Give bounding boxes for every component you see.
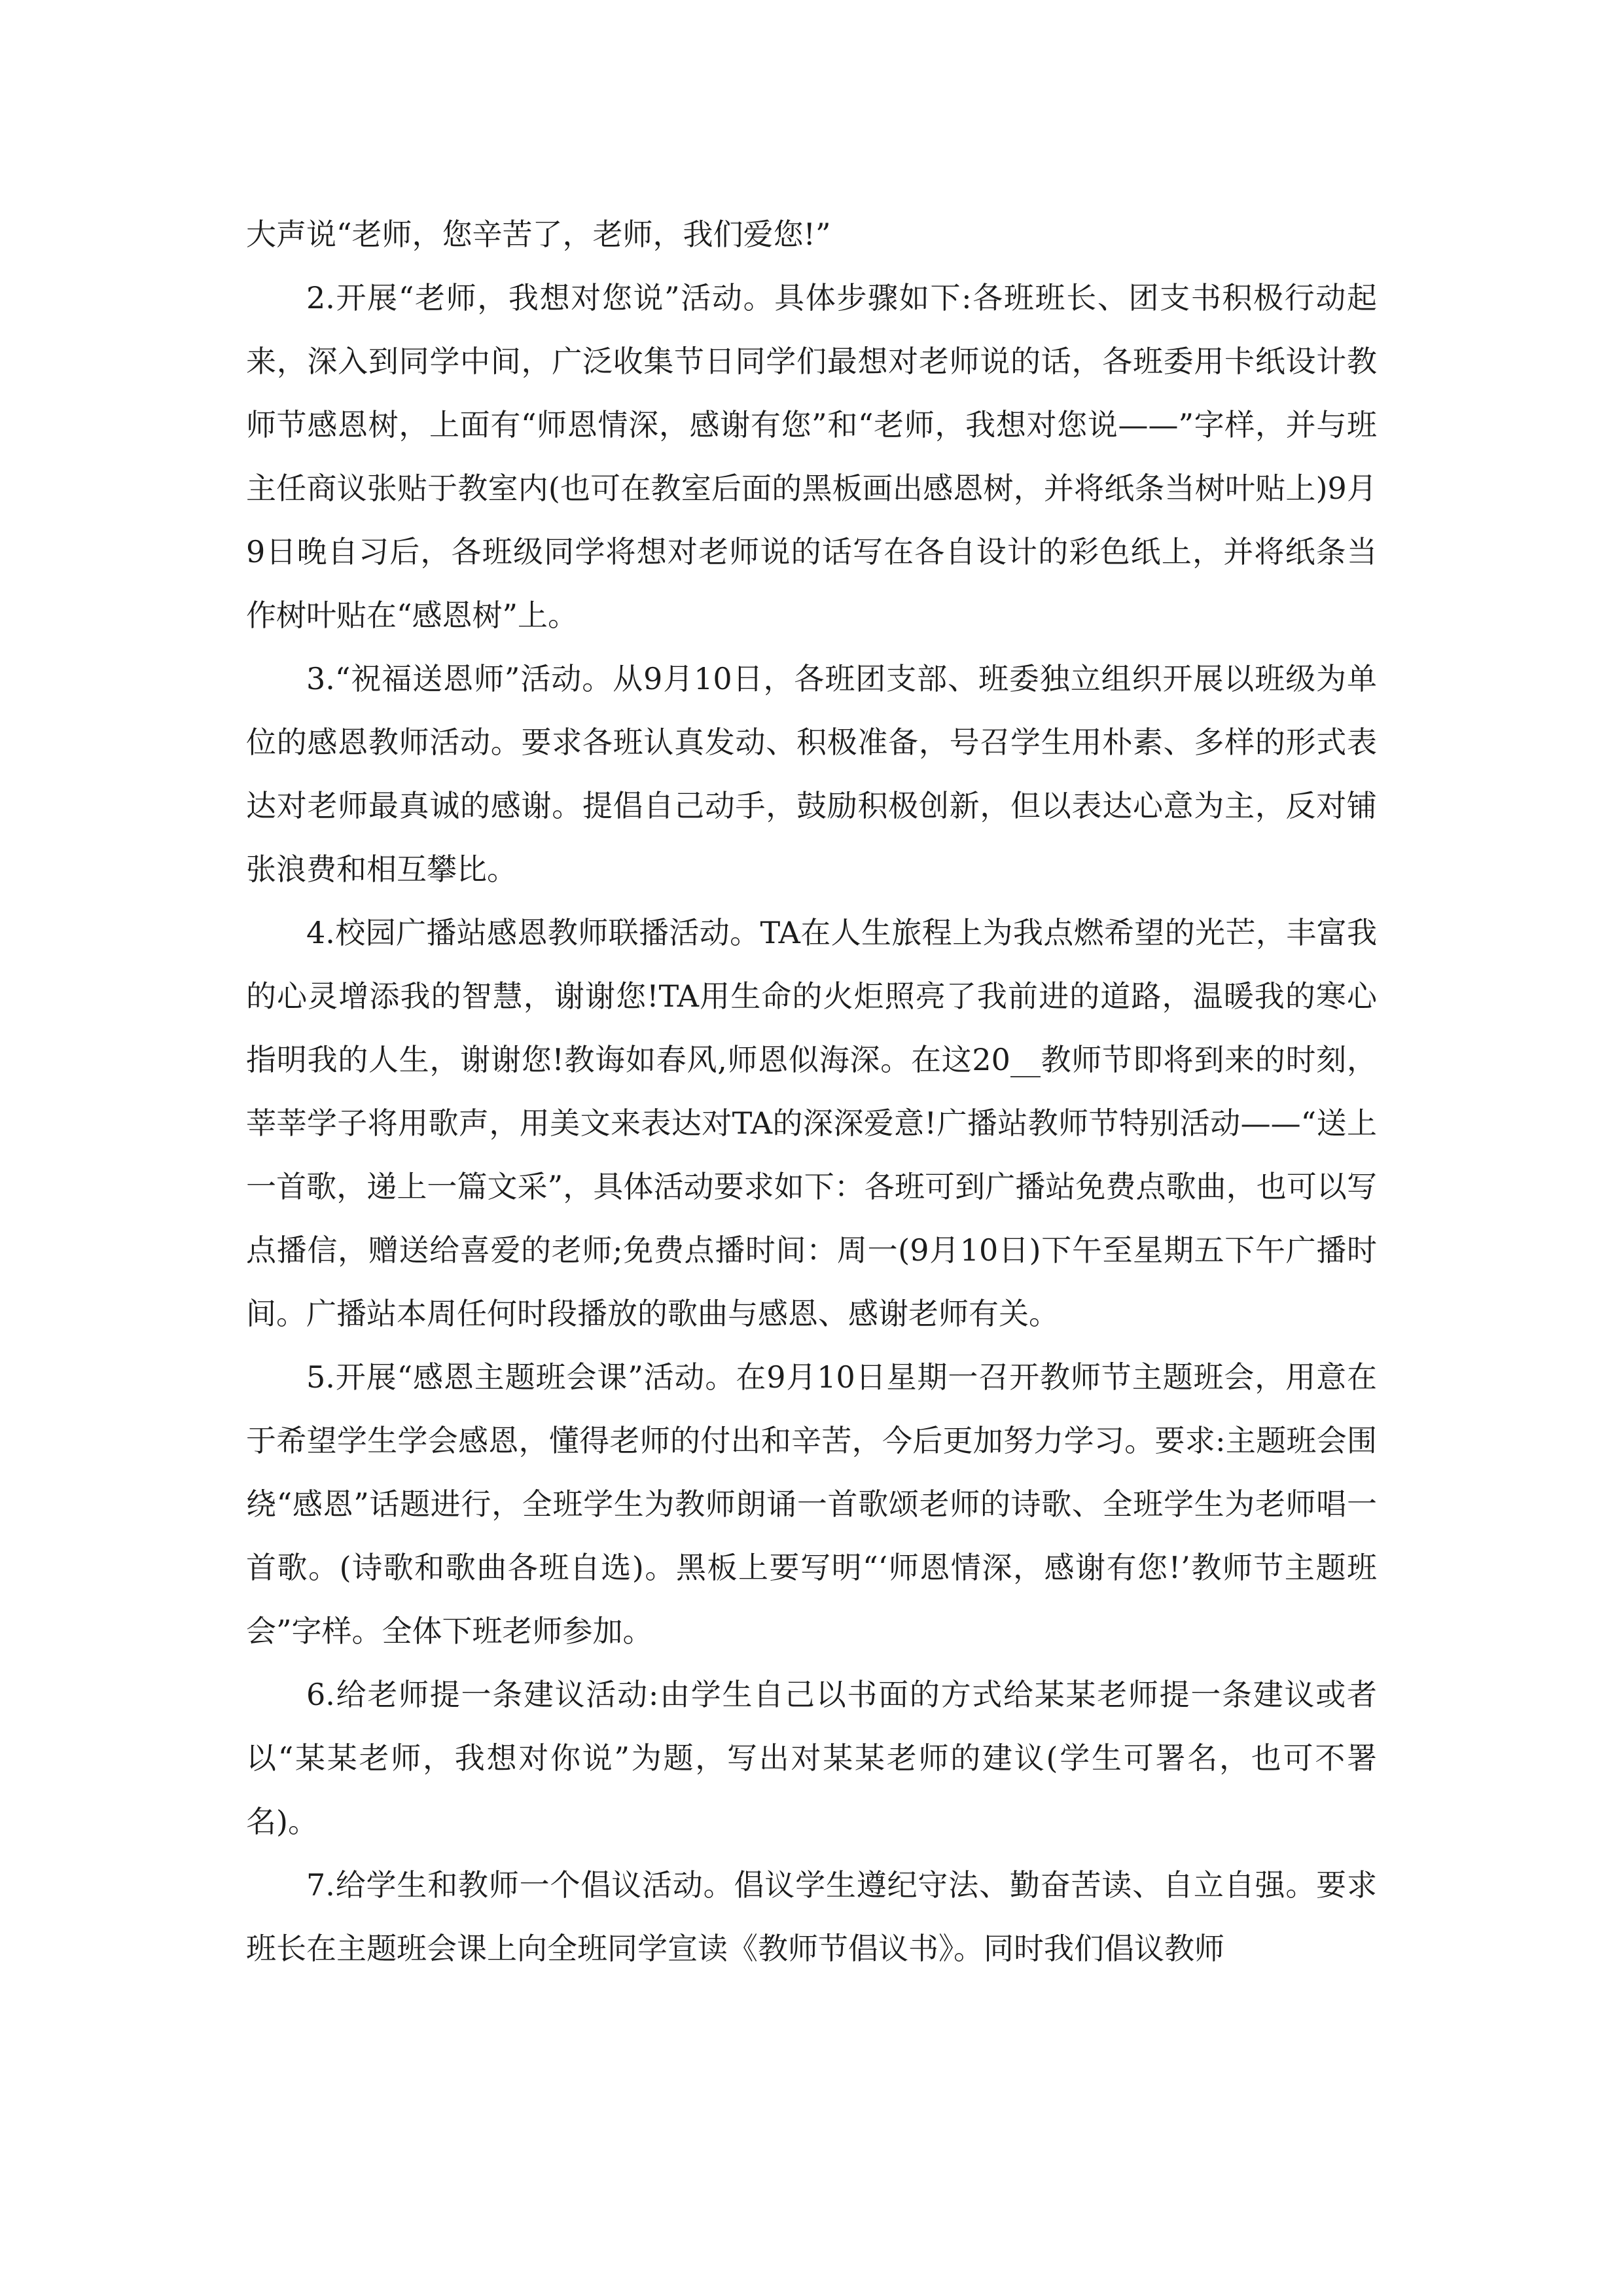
paragraph-item-5: 5.开展“感恩主题班会课”活动。在9月10日星期一召开教师节主题班会，用意在于希望学生学会感恩，懂得老师的付出和辛苦，今后更加努力学习。要求:主题班会围绕“感恩”话题进行，全班学生为教师朗诵一首歌颂老师的诗歌、全班学生为老师唱一首歌。(诗歌和歌曲各班自选)。黑板上要写明“‘师恩情深，感谢有您!’教师节主题班会”字样。全体下班老师参加。 <box>246 1359 1377 1649</box>
paragraph-item-7: 7.给学生和教师一个倡议活动。倡议学生遵纪守法、勤奋苦读、自立自强。要求班长在主题班会课上向全班同学宣读《教师节倡议书》。同时我们倡议教师 <box>246 1867 1377 1966</box>
paragraph-item-6: 6.给老师提一条建议活动:由学生自己以书面的方式给某某老师提一条建议或者以“某某老师，我想对你说”为题，写出对某某老师的建议(学生可署名，也可不署名)。 <box>246 1677 1377 1839</box>
document-body <box>246 203 1377 1981</box>
paragraph-continuation: 大声说“老师，您辛苦了，老师，我们爱您!” <box>246 217 831 252</box>
paragraph-item-3: 3.“祝福送恩师”活动。从9月10日，各班团支部、班委独立组织开展以班级为单位的感恩教师活动。要求各班认真发动、积极准备，号召学生用朴素、多样的形式表达对老师最真诚的感谢。提倡自己动手，鼓励积极创新，但以表达心意为主，反对铺张浪费和相互攀比。 <box>246 661 1377 887</box>
paragraph-item-4: 4.校园广播站感恩教师联播活动。TA在人生旅程上为我点燃希望的光芒，丰富我的心灵增添我的智慧，谢谢您!TA用生命的火炬照亮了我前进的道路，温暖我的寒心指明我的人生，谢谢您!教诲如春风,师恩似海深。在这20__教师节即将到来的时刻，莘莘学子将用歌声，用美文来表达对TA的深深爱意!广播站教师节特别活动——“送上一首歌，递上一篇文采”，具体活动要求如下：各班可到广播站免费点歌曲，也可以写点播信，赠送给喜爱的老师;免费点播时间：周一(9月10日)下午至星期五下午广播时间。广播站本周任何时段播放的歌曲与感恩、感谢老师有关。 <box>246 915 1377 1331</box>
paragraph-item-2: 2.开展“老师，我想对您说”活动。具体步骤如下:各班班长、团支书积极行动起来，深入到同学中间，广泛收集节日同学们最想对老师说的话，各班委用卡纸设计教师节感恩树，上面有“师恩情深，感谢有您”和“老师，我想对您说——”字样，并与班主任商议张贴于教室内(也可在教室后面的黑板画出感恩树，并将纸条当树叶贴上)9月9日晚自习后，各班级同学将想对老师说的话写在各自设计的彩色纸上，并将纸条当作树叶贴在“感恩树”上。 <box>246 280 1377 633</box>
